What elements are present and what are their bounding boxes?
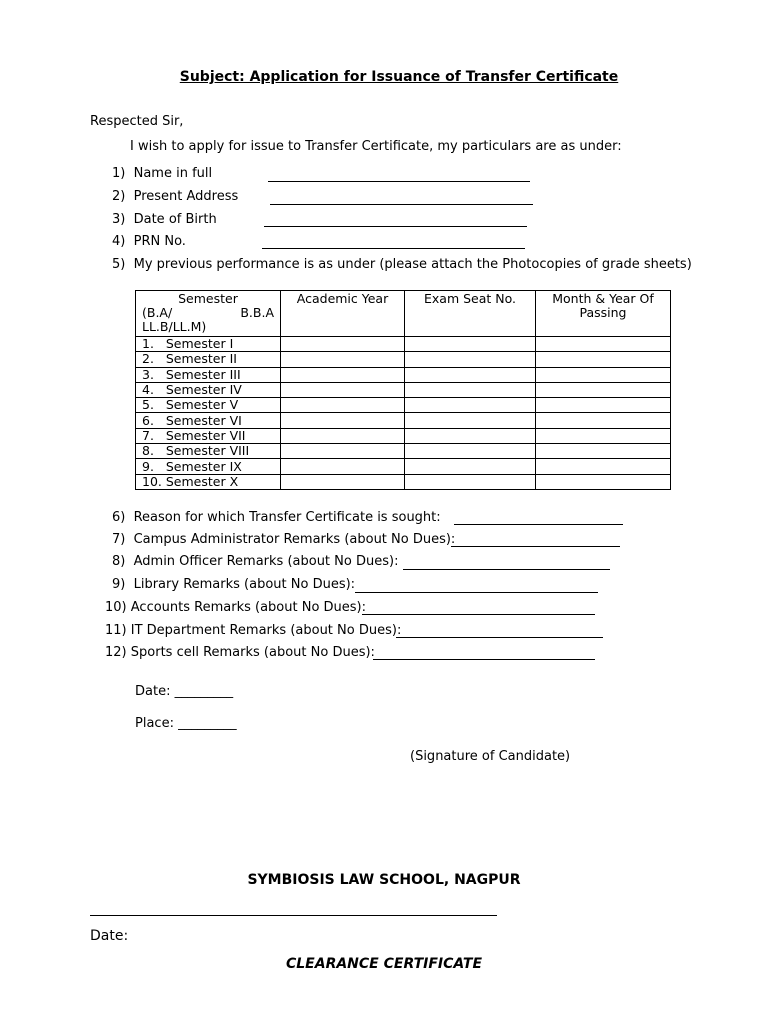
library-blank[interactable] [355,592,598,593]
passing-cell[interactable] [536,398,671,413]
item-previous-performance [112,257,692,273]
it-department-blank[interactable] [396,637,603,638]
place-field[interactable]: Place: _________ [135,716,237,731]
passing-cell[interactable] [536,413,671,428]
passing-cell[interactable] [536,337,671,352]
exam-seat-cell[interactable] [405,398,536,413]
semester-cell: 9. Semester IX [136,459,281,474]
table-row [136,398,671,413]
semester-cell: 4. Semester IV [136,382,281,397]
item-sports-cell-remarks: 12) Sports cell Remarks (about No Dues): [105,645,375,660]
address-blank[interactable] [270,204,533,205]
item-number: 3) [112,212,126,227]
table-row [136,337,671,352]
semester-cell: 6. Semester VI [136,413,281,428]
header-semester: Semester (B.A/ B.B.A LL.B/LL.M) [136,291,281,337]
table-row [136,367,671,382]
header-month-year-passing: Month & Year Of Passing [536,291,671,337]
dob-blank[interactable] [264,226,527,227]
academic-year-cell[interactable] [281,459,405,474]
item-it-department-remarks: 11) IT Department Remarks (about No Dues): [105,623,402,638]
passing-cell[interactable] [536,444,671,459]
prn-blank[interactable] [262,248,525,249]
item-number: 5) [112,257,126,272]
table-row [136,352,671,367]
academic-year-cell[interactable] [281,398,405,413]
item-prn-no [112,234,186,250]
item-accounts-remarks: 10) Accounts Remarks (about No Dues): [105,600,367,615]
table-header-row [136,291,671,337]
passing-cell[interactable] [536,474,671,489]
clearance-date-label: Date: [90,928,129,944]
academic-year-cell[interactable] [281,382,405,397]
exam-seat-cell[interactable] [405,382,536,397]
exam-seat-cell[interactable] [405,337,536,352]
semester-cell: 5. Semester V [136,398,281,413]
passing-cell[interactable] [536,382,671,397]
table-row [136,474,671,489]
table-row [136,459,671,474]
academic-year-cell[interactable] [281,352,405,367]
item-label: PRN No. [133,234,186,249]
item-label: Name in full [133,166,213,181]
item-admin-officer-remarks: 8) Admin Officer Remarks (about No Dues): [112,554,399,569]
passing-cell[interactable] [536,459,671,474]
date-field[interactable]: Date: _________ [135,684,234,699]
clearance-title: CLEARANCE CERTIFICATE [285,956,483,972]
salutation: Respected Sir, [90,114,184,129]
exam-seat-cell[interactable] [405,367,536,382]
document-subject: Subject: Application for Issuance of Transfer Certificate [179,69,619,85]
school-name: SYMBIOSIS LAW SCHOOL, NAGPUR [247,872,521,888]
campus-admin-blank[interactable] [451,546,620,547]
name-blank[interactable] [268,181,530,182]
accounts-blank[interactable] [362,614,595,615]
header-exam-seat-no: Exam Seat No. [405,291,536,337]
admin-officer-blank[interactable] [403,569,610,570]
intro-text: I wish to apply for issue to Transfer Certificate, my particulars are as under: [130,139,622,154]
table-row [136,444,671,459]
sports-cell-blank[interactable] [373,659,595,660]
semester-cell: 3. Semester III [136,367,281,382]
academic-year-cell[interactable] [281,428,405,443]
item-date-of-birth [112,212,217,228]
academic-year-cell[interactable] [281,474,405,489]
semester-cell: 10. Semester X [136,474,281,489]
item-campus-admin-remarks: 7) Campus Administrator Remarks (about No Dues): [112,532,456,547]
reason-blank[interactable] [454,524,623,525]
item-number: 2) [112,189,126,204]
academic-year-cell[interactable] [281,413,405,428]
exam-seat-cell[interactable] [405,444,536,459]
divider-line [90,915,497,916]
academic-year-cell[interactable] [281,337,405,352]
semester-cell: 2. Semester II [136,352,281,367]
semester-cell: 1. Semester I [136,337,281,352]
item-label: Date of Birth [133,212,217,227]
item-number: 4) [112,234,126,249]
table-row [136,428,671,443]
item-label: Present Address [133,189,239,204]
exam-seat-cell[interactable] [405,474,536,489]
exam-seat-cell[interactable] [405,428,536,443]
performance-table [135,290,671,490]
passing-cell[interactable] [536,367,671,382]
item-name-in-full [112,166,212,182]
item-reason: 6) Reason for which Transfer Certificate is sought: [112,510,441,525]
header-academic-year: Academic Year [281,291,405,337]
item-present-address [112,189,238,205]
table-row [136,382,671,397]
signature-label: (Signature of Candidate) [410,749,571,764]
table-row [136,413,671,428]
academic-year-cell[interactable] [281,444,405,459]
item-label: My previous performance is as under (please attach the Photocopies of grade sheets) [133,257,692,272]
semester-cell: 7. Semester VII [136,428,281,443]
academic-year-cell[interactable] [281,367,405,382]
passing-cell[interactable] [536,428,671,443]
item-library-remarks: 9) Library Remarks (about No Dues): [112,577,356,592]
semester-cell: 8. Semester VIII [136,444,281,459]
item-number: 1) [112,166,126,181]
exam-seat-cell[interactable] [405,459,536,474]
passing-cell[interactable] [536,352,671,367]
exam-seat-cell[interactable] [405,413,536,428]
exam-seat-cell[interactable] [405,352,536,367]
